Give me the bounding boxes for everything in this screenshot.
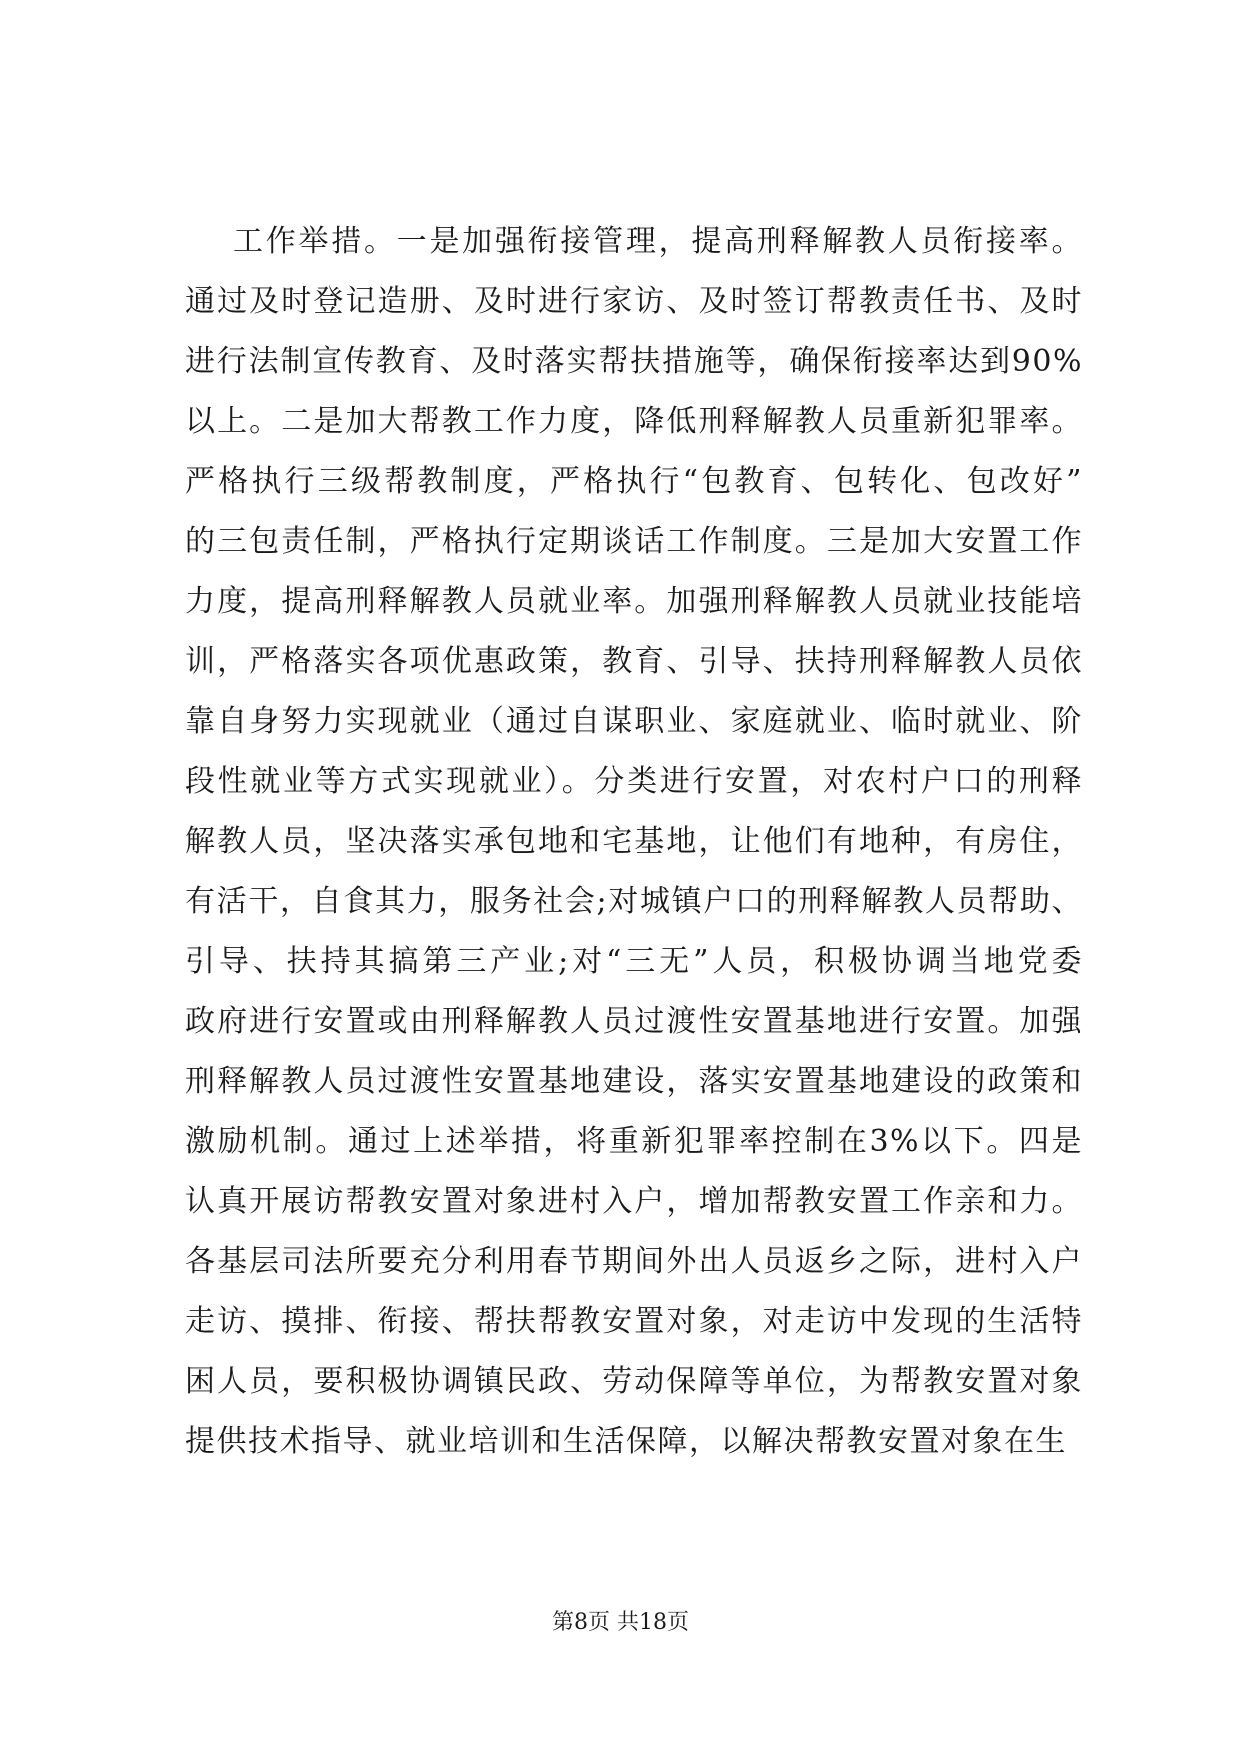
text-line: 进行法制宣传教育、及时落实帮扶措施等，确保衔接率达到90% (185, 344, 1083, 379)
text-line: 激励机制。通过上述举措，将重新犯罪率控制在3%以下。四是 (185, 1124, 1083, 1159)
text-line: 有活干，自食其力，服务社会;对城镇户口的刑释解教人员帮助、 (185, 884, 1083, 919)
body-paragraph (185, 212, 1083, 1472)
text-line: 困人员，要积极协调镇民政、劳动保障等单位，为帮教安置对象 (185, 1364, 1083, 1399)
text-line: 各基层司法所要充分利用春节期间外出人员返乡之际，进村入户 (185, 1244, 1083, 1279)
text-line: 解教人员，坚决落实承包地和宅基地，让他们有地种，有房住， (185, 824, 1083, 859)
text-line: 段性就业等方式实现就业）。分类进行安置，对农村户口的刑释 (185, 764, 1083, 799)
text-line: 严格执行三级帮教制度，严格执行“包教育、包转化、包改好” (185, 464, 1083, 499)
text-line: 靠自身努力实现就业（通过自谋职业、家庭就业、临时就业、阶 (185, 704, 1083, 739)
text-line: 认真开展访帮教安置对象进村入户，增加帮教安置工作亲和力。 (185, 1184, 1083, 1219)
text-line: 刑释解教人员过渡性安置基地建设，落实安置基地建设的政策和 (185, 1064, 1083, 1099)
text-line: 走访、摸排、衔接、帮扶帮教安置对象，对走访中发现的生活特 (185, 1304, 1083, 1339)
text-line: 的三包责任制，严格执行定期谈话工作制度。三是加大安置工作 (185, 524, 1083, 559)
text-line: 提供技术指导、就业培训和生活保障，以解决帮教安置对象在生 (185, 1424, 1067, 1459)
text-line: 引导、扶持其搞第三产业;对“三无”人员，积极协调当地党委 (185, 944, 1083, 979)
text-line: 以上。二是加大帮教工作力度，降低刑释解教人员重新犯罪率。 (185, 404, 1083, 439)
text-line: 训，严格落实各项优惠政策，教育、引导、扶持刑释解教人员依 (185, 644, 1083, 679)
text-line: 政府进行安置或由刑释解教人员过渡性安置基地进行安置。加强 (185, 1004, 1083, 1039)
text-line: 通过及时登记造册、及时进行家访、及时签订帮教责任书、及时 (185, 284, 1083, 319)
text-line: 工作举措。一是加强衔接管理，提高刑释解教人员衔接率。 (233, 224, 1083, 259)
text-line: 力度，提高刑释解教人员就业率。加强刑释解教人员就业技能培 (185, 584, 1083, 619)
page-number-footer: 第8页 共18页 (552, 1610, 689, 1635)
